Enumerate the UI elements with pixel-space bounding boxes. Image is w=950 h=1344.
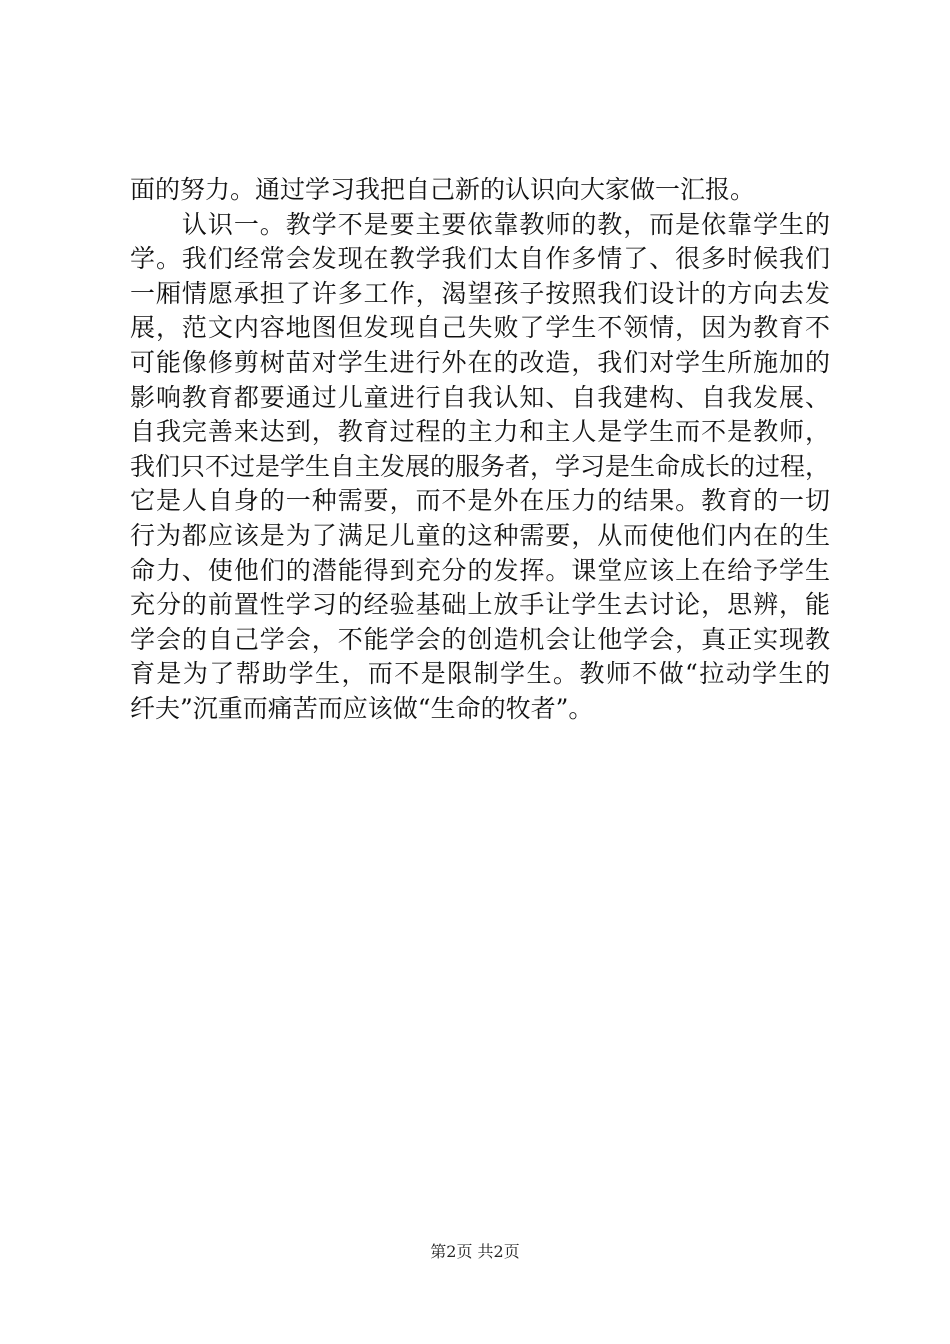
text-line: 学会的自己学会，不能学会的创造机会让他学会，真正实现教 <box>130 624 830 654</box>
text-line: 一厢情愿承担了许多工作，渴望孩子按照我们设计的方向去发 <box>130 278 830 308</box>
page-number-footer: 第2页 共2页 <box>430 1242 520 1261</box>
text-line: 充分的前置性学习的经验基础上放手让学生去讨论，思辨，能 <box>130 590 830 620</box>
text-line: 影响教育都要通过儿童进行自我认知、自我建构、自我发展、 <box>130 382 830 412</box>
text-line: 可能像修剪树苗对学生进行外在的改造，我们对学生所施加的 <box>130 347 830 377</box>
text-line: 展，范文内容地图但发现自己失败了学生不领情，因为教育不 <box>130 313 830 343</box>
text-line: 纤夫”沉重而痛苦而应该做“生命的牧者”。 <box>130 693 594 723</box>
text-line: 行为都应该是为了满足儿童的这种需要，从而使他们内在的生 <box>130 520 830 550</box>
text-line: 认识一。教学不是要主要依靠教师的教，而是依靠学生的 <box>130 209 830 239</box>
text-line: 自我完善来达到，教育过程的主力和主人是学生而不是教师， <box>130 417 830 447</box>
text-line: 命力、使他们的潜能得到充分的发挥。课堂应该上在给予学生 <box>130 555 830 585</box>
text-line: 我们只不过是学生自主发展的服务者，学习是生命成长的过程， <box>130 451 831 481</box>
text-line: 面的努力。通过学习我把自己新的认识向大家做一汇报。 <box>130 175 756 204</box>
text-line: 它是人自身的一种需要，而不是外在压力的结果。教育的一切 <box>130 486 830 516</box>
text-line: 学。我们经常会发现在教学我们太自作多情了、很多时候我们 <box>130 244 830 274</box>
body-text <box>130 173 830 727</box>
text-line: 育是为了帮助学生，而不是限制学生。教师不做“拉动学生的 <box>130 659 830 689</box>
